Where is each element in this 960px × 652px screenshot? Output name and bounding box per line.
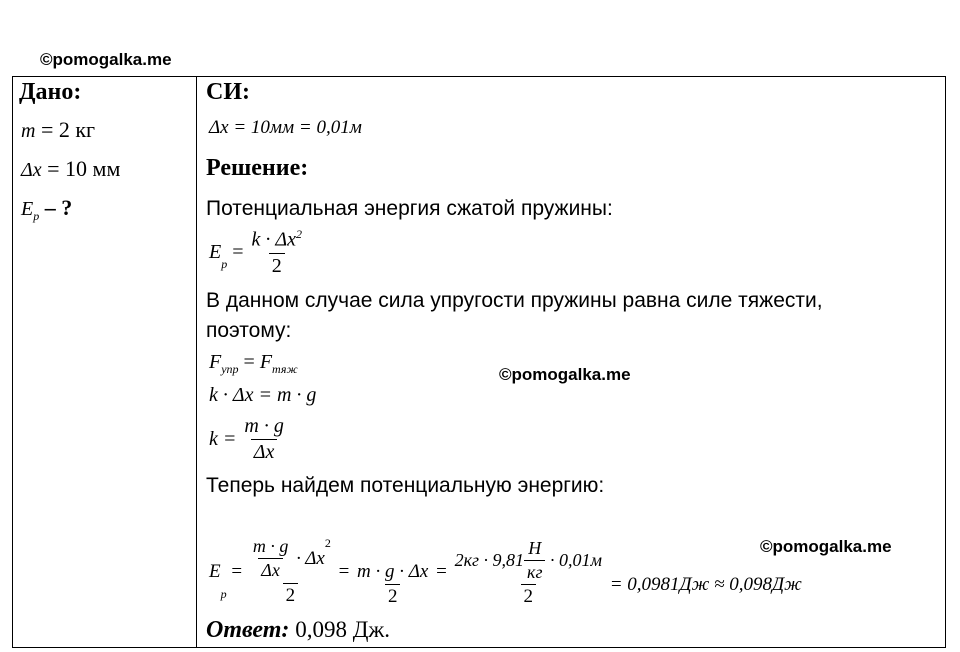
- formula-energy-eq: =: [227, 240, 249, 263]
- formula-final-inner-den: Δx: [258, 558, 283, 581]
- formula-energy-den: 2: [269, 253, 285, 278]
- formula-forces-lsub: упр: [221, 362, 239, 376]
- solution-text-4: Теперь найдем потенциальную энергию:: [206, 474, 605, 497]
- formula-energy-num: k · Δx: [251, 228, 296, 251]
- given-header: Дано:: [19, 79, 82, 105]
- answer: [206, 617, 390, 644]
- formula-final-inner-frac: [250, 536, 292, 581]
- formula-final-lhs: E: [209, 560, 221, 582]
- watermark-middle: ©pomogalka.me: [499, 365, 631, 384]
- formula-forces-eq: =: [238, 351, 260, 373]
- formula-final-frac3: [452, 538, 605, 608]
- formula-final-den1: 2: [283, 583, 299, 607]
- formula-final-num2: m · g · Δx: [357, 561, 429, 582]
- formula-final-sub: p: [220, 587, 227, 601]
- answer-label: Ответ:: [206, 617, 290, 643]
- formula-forces: [209, 351, 298, 377]
- formula-final-eq3: =: [431, 560, 452, 582]
- formula-final-den3: 2: [521, 584, 537, 608]
- given-dx-var: Δx: [21, 159, 42, 181]
- formula-energy-sub: p: [221, 256, 228, 271]
- given-energy-var: E: [21, 198, 34, 220]
- formula-equality: k · Δx = m · g: [209, 384, 317, 406]
- given-energy: [21, 195, 72, 224]
- formula-final: [209, 535, 802, 608]
- formula-energy-sup: 2: [296, 227, 302, 241]
- column-divider: [196, 77, 197, 647]
- given-energy-question: – ?: [39, 195, 73, 220]
- answer-value: 0,098 Дж.: [289, 617, 391, 642]
- formula-final-eq2: =: [333, 560, 355, 582]
- given-mass: [21, 117, 95, 143]
- watermark-top: ©pomogalka.me: [40, 50, 172, 69]
- formula-final-result: = 0,0981Дж ≈ 0,098Дж: [604, 573, 802, 595]
- given-mass-value: = 2 кг: [35, 117, 96, 142]
- formula-final-frac2: [354, 561, 431, 608]
- formula-k-lhs: k =: [209, 428, 242, 450]
- formula-energy: [209, 227, 305, 278]
- solution-text-2: В данном случае сила упругости пружины равна силе тяжести,: [206, 289, 823, 312]
- formula-final-inner-sup: 2: [324, 536, 331, 550]
- formula-forces-rsub: тяж: [272, 362, 298, 376]
- formula-final-unit-frac: [524, 538, 545, 583]
- solution-header: Решение:: [206, 155, 309, 181]
- watermark-bottom: ©pomogalka.me: [760, 537, 892, 556]
- formula-final-den2: 2: [385, 584, 401, 608]
- formula-final-num3-a: 2кг · 9,81: [454, 549, 525, 570]
- solution-text-3: поэтому:: [206, 319, 292, 342]
- formula-final-inner-num: m · g: [252, 536, 289, 556]
- solution-table: [12, 76, 946, 648]
- given-dx-value: = 10 мм: [41, 156, 121, 181]
- formula-final-unit-num: Н: [528, 537, 542, 558]
- formula-forces-l: F: [209, 351, 222, 373]
- formula-forces-r: F: [259, 351, 273, 373]
- formula-final-frac1: [247, 536, 334, 607]
- formula-final-inner-tail: · Δx: [291, 547, 325, 569]
- formula-final-unit-den: кг: [524, 560, 545, 583]
- given-energy-sub: p: [33, 209, 40, 223]
- formula-k-den: Δx: [251, 439, 278, 464]
- formula-final-num3-b: · 0,01м: [545, 549, 602, 570]
- si-conversion: Δx = 10мм = 0,01м: [209, 117, 362, 138]
- given-mass-var: m: [21, 120, 36, 142]
- si-header: СИ:: [206, 79, 250, 105]
- solution-intro: Потенциальная энергия сжатой пружины:: [206, 197, 613, 220]
- formula-energy-fraction: [249, 227, 306, 278]
- formula-k-fraction: [241, 415, 286, 464]
- given-dx: [21, 156, 120, 182]
- formula-final-eq: =: [226, 560, 247, 582]
- formula-k-num: m · g: [244, 415, 284, 437]
- formula-k: [209, 415, 287, 464]
- formula-energy-lhs: E: [209, 240, 222, 263]
